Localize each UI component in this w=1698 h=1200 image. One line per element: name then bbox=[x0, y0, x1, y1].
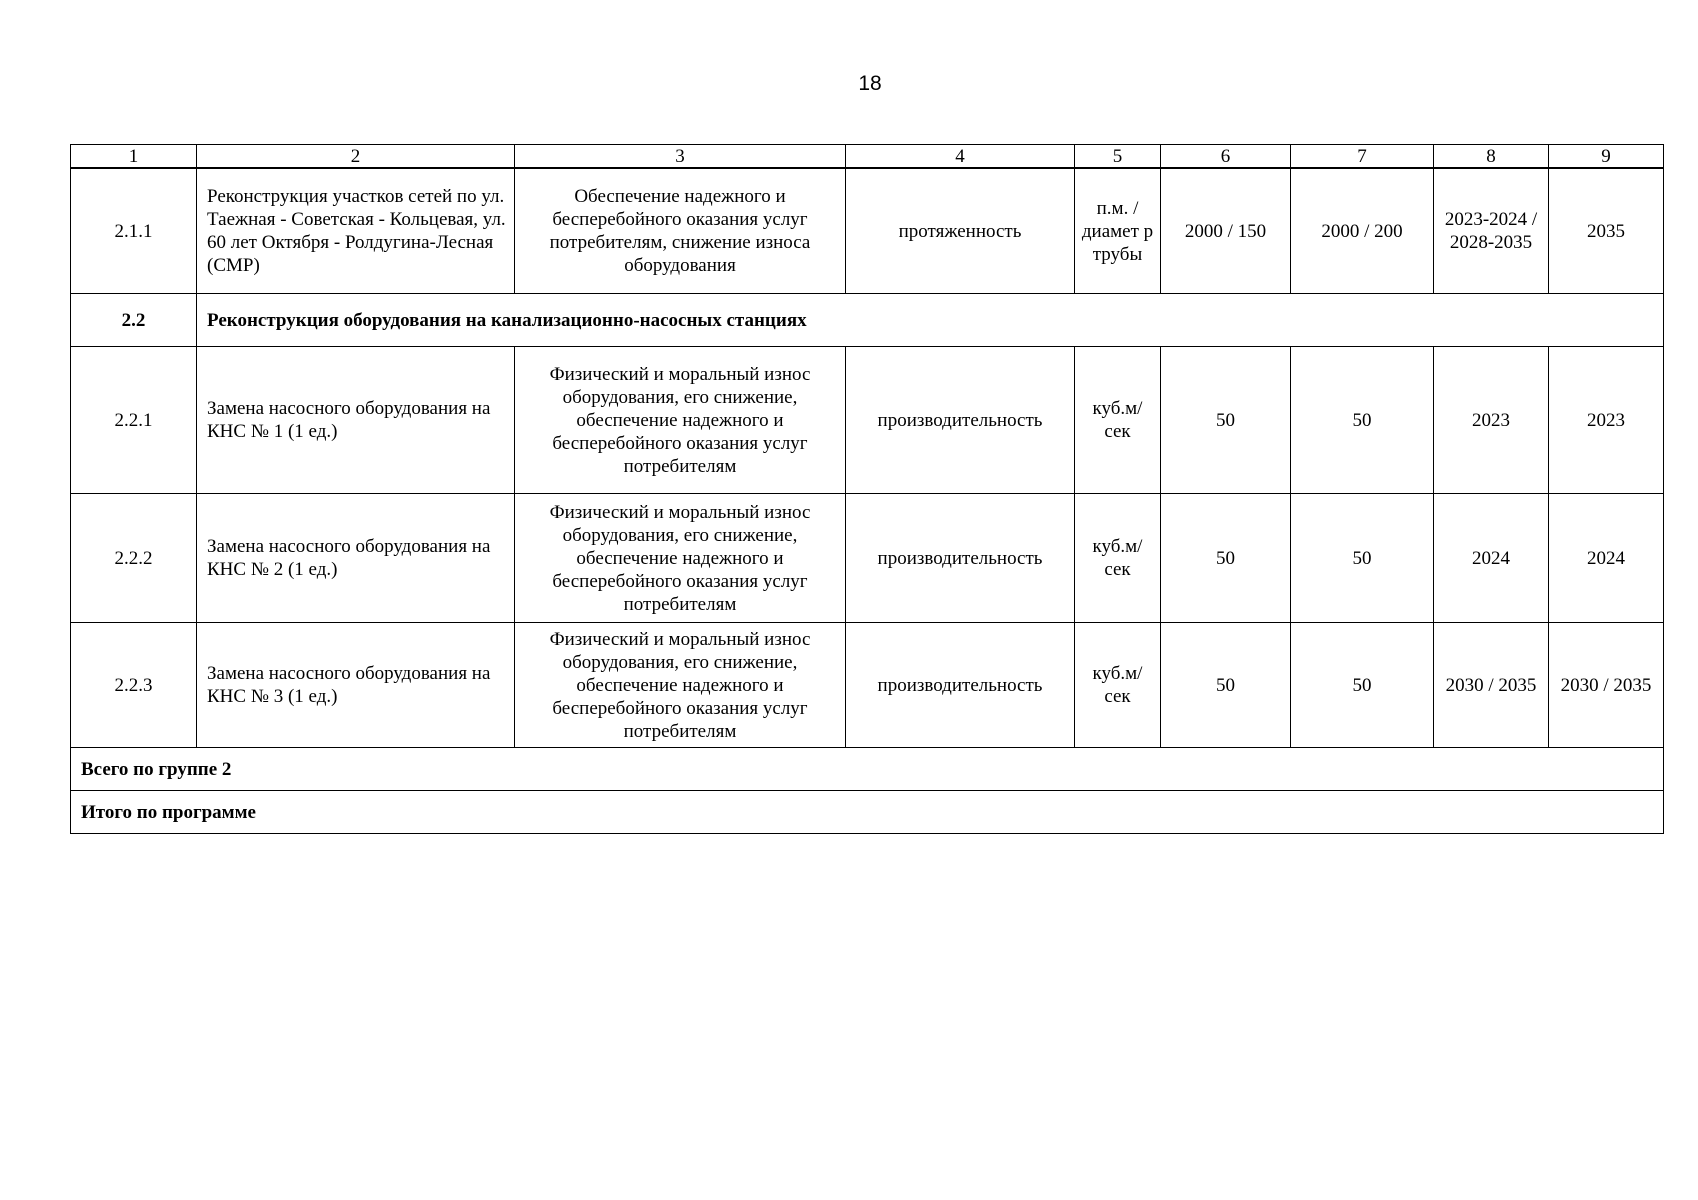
item-goal: Физический и моральный износ оборудования, его снижение, обеспечение надежного и бесперебойного оказания услуг потребителям bbox=[515, 347, 846, 494]
item-indicator: производительность bbox=[846, 347, 1075, 494]
total-program-label: Итого по программе bbox=[71, 791, 1664, 834]
item-year: 2024 bbox=[1549, 494, 1664, 623]
total-program-row bbox=[71, 791, 1664, 834]
item-year: 2030 / 2035 bbox=[1549, 623, 1664, 748]
item-value-6: 50 bbox=[1161, 623, 1291, 748]
table-row bbox=[71, 347, 1664, 494]
item-value-7: 50 bbox=[1291, 494, 1434, 623]
item-value-6: 50 bbox=[1161, 347, 1291, 494]
item-year: 2023 bbox=[1549, 347, 1664, 494]
item-period: 2024 bbox=[1434, 494, 1549, 623]
table-row bbox=[71, 168, 1664, 294]
column-number-row bbox=[71, 145, 1664, 169]
item-unit: куб.м/ сек bbox=[1075, 494, 1161, 623]
item-value-6: 50 bbox=[1161, 494, 1291, 623]
item-name: Замена насосного оборудования на КНС № 2 (1 ед.) bbox=[197, 494, 515, 623]
item-period: 2023-2024 / 2028-2035 bbox=[1434, 168, 1549, 294]
item-goal: Физический и моральный износ оборудования, его снижение, обеспечение надежного и бесперебойного оказания услуг потребителям bbox=[515, 494, 846, 623]
item-number: 2.1.1 bbox=[71, 168, 197, 294]
column-number: 2 bbox=[197, 145, 515, 169]
section-row bbox=[71, 294, 1664, 347]
column-number: 3 bbox=[515, 145, 846, 169]
item-period: 2030 / 2035 bbox=[1434, 623, 1549, 748]
item-unit: куб.м/ сек bbox=[1075, 347, 1161, 494]
item-goal: Обеспечение надежного и бесперебойного оказания услуг потребителям, снижение износа оборудования bbox=[515, 168, 846, 294]
total-group-label: Всего по группе 2 bbox=[71, 748, 1664, 791]
item-indicator: производительность bbox=[846, 623, 1075, 748]
item-name: Реконструкция участков сетей по ул. Таежная - Советская - Кольцевая, ул. 60 лет Октября - Ролдугина-Лесная (СМР) bbox=[197, 168, 515, 294]
column-number: 4 bbox=[846, 145, 1075, 169]
item-indicator: производительность bbox=[846, 494, 1075, 623]
column-number: 6 bbox=[1161, 145, 1291, 169]
section-number: 2.2 bbox=[71, 294, 197, 347]
column-number: 1 bbox=[71, 145, 197, 169]
table-row bbox=[71, 623, 1664, 748]
column-number: 5 bbox=[1075, 145, 1161, 169]
total-group-row bbox=[71, 748, 1664, 791]
item-value-6: 2000 / 150 bbox=[1161, 168, 1291, 294]
column-number: 7 bbox=[1291, 145, 1434, 169]
item-name: Замена насосного оборудования на КНС № 3 (1 ед.) bbox=[197, 623, 515, 748]
item-number: 2.2.1 bbox=[71, 347, 197, 494]
item-unit: куб.м/ сек bbox=[1075, 623, 1161, 748]
column-number: 8 bbox=[1434, 145, 1549, 169]
section-title: Реконструкция оборудования на канализационно-насосных станциях bbox=[197, 294, 1664, 347]
table-row bbox=[71, 494, 1664, 623]
item-name: Замена насосного оборудования на КНС № 1 (1 ед.) bbox=[197, 347, 515, 494]
item-number: 2.2.3 bbox=[71, 623, 197, 748]
item-year: 2035 bbox=[1549, 168, 1664, 294]
item-number: 2.2.2 bbox=[71, 494, 197, 623]
column-number: 9 bbox=[1549, 145, 1664, 169]
item-period: 2023 bbox=[1434, 347, 1549, 494]
item-indicator: протяженность bbox=[846, 168, 1075, 294]
item-value-7: 2000 / 200 bbox=[1291, 168, 1434, 294]
program-table bbox=[70, 144, 1664, 834]
item-value-7: 50 bbox=[1291, 623, 1434, 748]
page-number: 18 bbox=[858, 72, 882, 95]
item-unit: п.м. / диамет р трубы bbox=[1075, 168, 1161, 294]
item-value-7: 50 bbox=[1291, 347, 1434, 494]
item-goal: Физический и моральный износ оборудования, его снижение, обеспечение надежного и бесперебойного оказания услуг потребителям bbox=[515, 623, 846, 748]
